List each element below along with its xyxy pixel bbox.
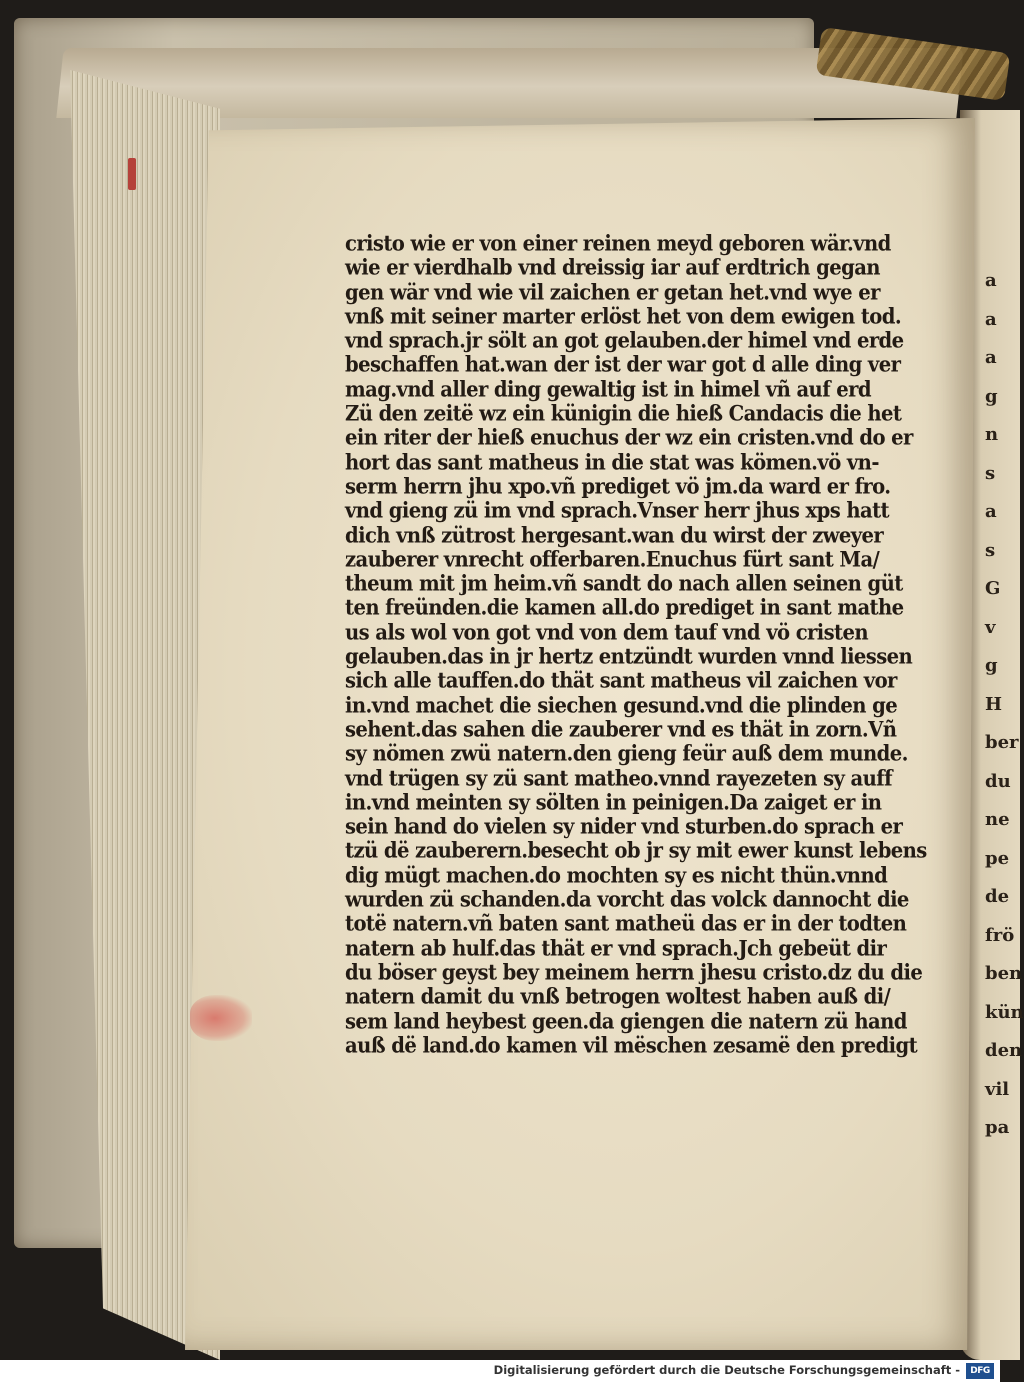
text-line: wie er vierdhalb vnd dreissig iar auf erdtrich gegan xyxy=(345,255,880,281)
text-line: sich alle tauffen.do thät sant matheus vil zaichen vor xyxy=(345,668,897,694)
text-line: vnd trügen sy zü sant matheo.vnnd rayezeten sy auff xyxy=(345,765,892,791)
facing-glyph: G xyxy=(985,578,1001,599)
text-line: us als wol von got vnd von dem tauf vnd vö cristen xyxy=(345,619,869,645)
facing-glyph: g xyxy=(985,655,998,676)
facing-glyph: a xyxy=(985,270,997,291)
facing-glyph: v xyxy=(985,616,996,638)
facing-glyph: pe xyxy=(985,847,1010,869)
text-line: sehent.das sahen die zauberer vnd es thät in zorn.Vñ xyxy=(345,716,897,742)
facing-glyph: ben xyxy=(985,963,1023,984)
text-line: totë natern.vñ baten sant matheü das er in der todten xyxy=(345,911,907,937)
facing-glyph: ne xyxy=(985,809,1010,830)
text-line: zauberer vnrecht offerbaren.Enuchus fürt sant Ma/ xyxy=(345,546,880,572)
footer-bar xyxy=(0,1360,1000,1382)
text-line: hort das sant matheus in die stat was kömen.vö vn- xyxy=(345,449,879,475)
facing-glyph: n xyxy=(985,424,999,445)
footer-credit: Digitalisierung gefördert durch die Deutsche Forschungsgemeinschaft - xyxy=(493,1363,960,1377)
text-line: sem land heybest geen.da giengen die natern zü hand xyxy=(345,1008,907,1034)
red-edge-mark xyxy=(128,158,136,190)
text-line: du böser geyst bey meinem herrn jhesu cristo.dz du die xyxy=(345,959,923,985)
text-line: natern damit du vnß betrogen woltest haben auß di/ xyxy=(345,984,891,1010)
facing-glyph: kün xyxy=(985,1001,1024,1023)
text-line: vnd sprach.jr sölt an got gelauben.der himel vnd erde xyxy=(345,328,904,354)
facing-glyph: du xyxy=(985,770,1011,792)
text-line: cristo wie er von einer reinen meyd geboren wär.vnd xyxy=(345,231,891,256)
text-line: beschaffen hat.wan der ist der war got d alle ding ver xyxy=(345,352,901,378)
text-line: vnd gieng zü im vnd sprach.Vnser herr jhus xps hatt xyxy=(345,498,890,524)
text-line: theum mit jm heim.vñ sandt do nach allen seinen güt xyxy=(345,571,903,597)
facing-glyph: pa xyxy=(985,1117,1010,1138)
text-line: auß dë land.do kamen vil mëschen zesamë den predigt xyxy=(345,1032,918,1058)
text-line: dich vnß zütrost hergesant.wan du wirst der zweyer xyxy=(345,522,884,548)
facing-glyph: ber xyxy=(985,732,1019,753)
text-line: ten freünden.die kamen all.do prediget in sant mathe xyxy=(345,595,904,621)
facing-glyph: frö xyxy=(985,924,1015,946)
text-line: tzü dë zauberern.besecht ob jr sy mit ewer kunst lebens xyxy=(345,838,927,864)
text-line: serm herrn jhu xpo.vñ prediget vö jm.da ward er fro. xyxy=(345,473,891,499)
text-line: in.vnd machet die siechen gesund.vnd die plinden ge xyxy=(345,692,898,718)
text-line: vnß mit seiner marter erlöst het von dem ewigen tod. xyxy=(345,303,902,329)
dfg-logo-icon: DFG xyxy=(966,1363,994,1379)
text-line: in.vnd meinten sy sölten in peinigen.Da zaiget er in xyxy=(345,789,882,815)
facing-glyph: a xyxy=(985,501,997,522)
text-line: gen wär vnd wie vil zaichen er getan het.vnd wye er xyxy=(345,279,880,305)
text-line: ein riter der hieß enuchus der wz ein cristen.vnd do er xyxy=(345,425,913,451)
text-line: dig mügt machen.do mochten sy es nicht thün.vnnd xyxy=(345,862,888,888)
page-text-block xyxy=(345,231,927,1132)
facing-glyph: s xyxy=(985,539,996,561)
facing-glyph: vil xyxy=(985,1078,1010,1100)
facing-glyph: den xyxy=(985,1040,1023,1061)
text-line: gelauben.das in jr hertz entzündt wurden vnnd liessen xyxy=(345,644,913,669)
text-line: mag.vnd aller ding gewaltig ist in himel vñ auf erd xyxy=(345,376,871,402)
facing-glyph: de xyxy=(985,886,1010,907)
facing-glyph: g xyxy=(985,385,998,407)
text-line: natern ab hulf.das thät er vnd sprach.Jch gebeüt dir xyxy=(345,935,887,961)
text-line: sy nömen zwü natern.den gieng feür auß dem munde. xyxy=(345,741,908,767)
red-stain xyxy=(190,995,252,1041)
facing-glyph: s xyxy=(985,462,996,484)
facing-glyph: H xyxy=(985,693,1003,715)
text-line: sein hand do vielen sy nider vnd sturben.do sprach er xyxy=(345,814,903,839)
facing-glyph: a xyxy=(985,347,997,368)
facing-glyph: a xyxy=(985,308,997,330)
text-line: wurden zü schanden.da vorcht das volck dannocht die xyxy=(345,887,909,912)
text-line: Zü den zeitë wz ein künigin die hieß Candacis die het xyxy=(345,401,902,426)
